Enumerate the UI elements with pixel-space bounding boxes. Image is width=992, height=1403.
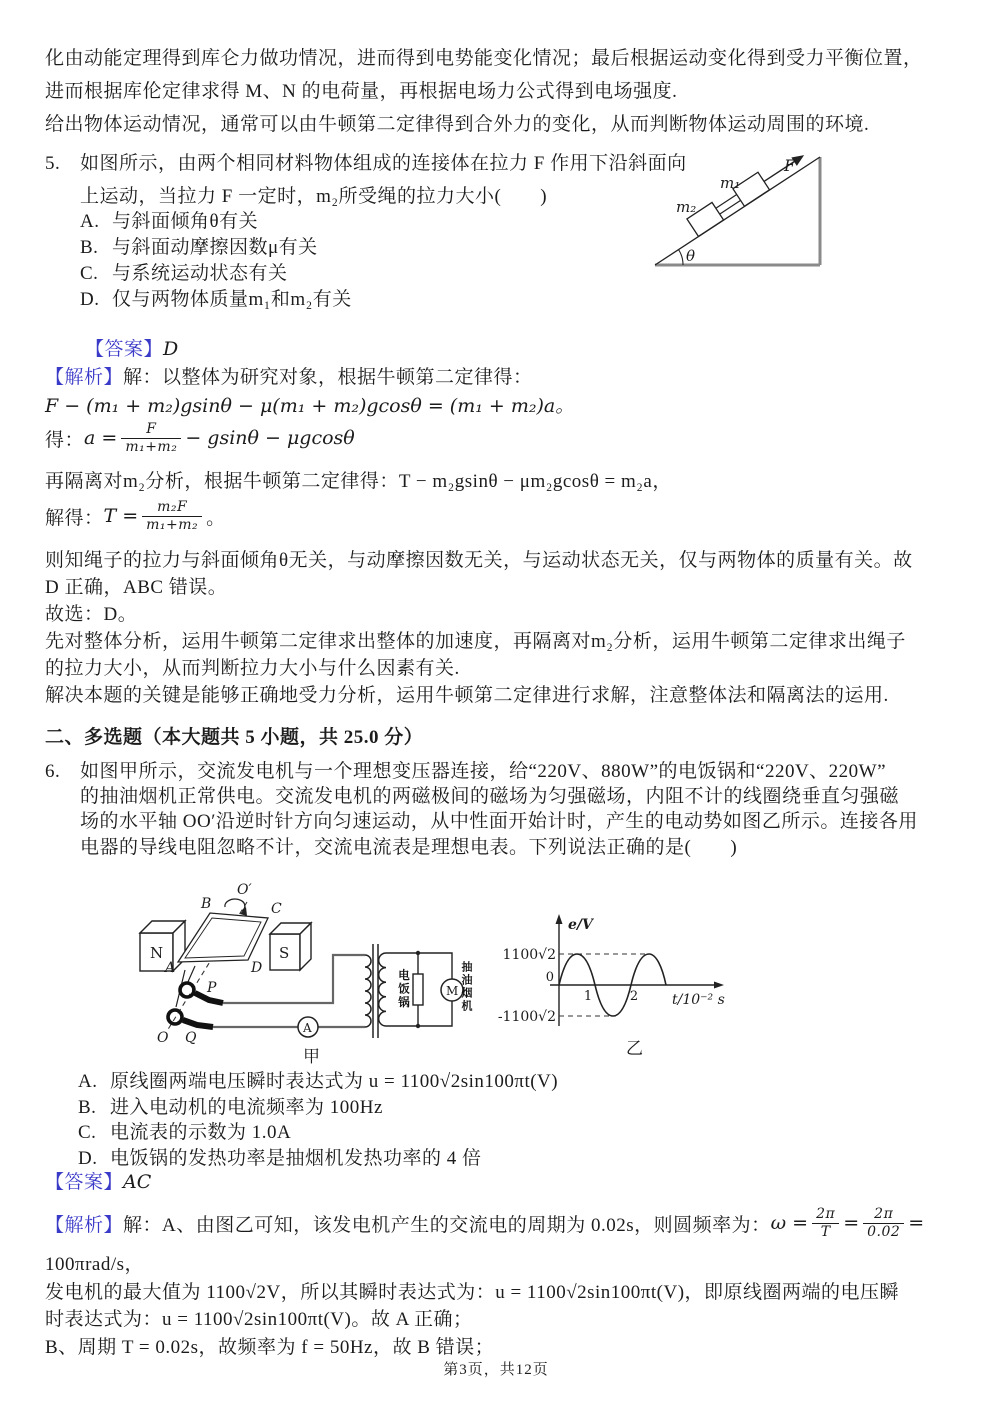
analysis-label: 【解析】 [45, 367, 124, 388]
y-axis-arrow [556, 914, 563, 924]
intro-line: 化由动能定理得到库仑力做功情况，进而得到电势能变化情况；最后根据运动变化得到受力平衡位置， [45, 48, 923, 69]
x-axis-label: t/10⁻² s [672, 992, 725, 1008]
section-title: 二、多选题（本大题共 5 小题，共 25.0 分） [45, 727, 424, 748]
q6-analysis-line: B、周期 T = 0.02s，故频率为 f = 50Hz，故 B 错误； [45, 1337, 495, 1358]
magnet-s [270, 923, 311, 970]
fraction: $\frac{2\pi}{T}$ [812, 1206, 839, 1239]
q5-conclusion-line: 解决本题的关键是能够正确地受力分析，运用牛顿第二定律进行求解，注意整体法和隔离法的运用. [45, 685, 889, 706]
caption-yi: 乙 [626, 1039, 643, 1059]
q5-conclusion-line: 则知绳子的拉力与斜面倾角θ无关，与动摩擦因数无关，与运动状态无关，仅与两物体的质量有关。故 [45, 550, 913, 571]
label-o-prime: O′ [237, 882, 252, 898]
q5-stem-line2: 上运动，当拉力 F 一定时，m₂所受绳的拉力大小( ) [80, 186, 548, 207]
q5-stem-line1: 如图所示，由两个相同材料物体组成的连接体在拉力 F 作用下沿斜面向 [80, 153, 687, 174]
label-theta: θ [686, 247, 696, 265]
intro-line: 给出物体运动情况，通常可以由牛顿第二定律得到合外力的变化，从而判断物体运动周围的环境. [45, 114, 870, 135]
q6-number: 6. [45, 761, 61, 782]
q5-option-b: B. 与斜面动摩擦因数μ有关 [80, 237, 318, 258]
analysis-label: 【解析】 [45, 1214, 124, 1236]
label-q: Q [185, 1030, 197, 1046]
q5-option-c: C. 与系统运动状态有关 [80, 263, 288, 284]
primary-coil [365, 955, 371, 1027]
ymax-label: 1100√2 [502, 947, 556, 963]
label-d: D [251, 960, 263, 976]
emf-graph-figure [490, 880, 810, 1060]
q6-option-b: B. 进入电动机的电流频率为 100Hz [78, 1097, 383, 1118]
q5-answer: D [163, 338, 179, 360]
q6-analysis-line: 100πrad/s， [45, 1254, 145, 1275]
intro-line: 进而根据库伦定律求得 M、N 的电荷量，再根据电场力公式得到电场强度. [45, 81, 678, 102]
q5-conclusion-line: 的拉力大小，从而判断拉力大小与什么因素有关. [45, 658, 460, 679]
page-footer: 第3页，共12页 [443, 1362, 549, 1378]
q5-formula2: 得： a = $\frac{F}{\text{m₁+m₂}}$ − gsinθ − μgcosθ [45, 421, 355, 455]
label-a: A [165, 960, 176, 976]
origin-label: 0 [545, 970, 554, 985]
q5-analysis-line1: 【解析】解：以整体为研究对象，根据牛顿第二定律得： [45, 367, 533, 388]
ymin-label: -1100√2 [497, 1009, 556, 1025]
brush-q [183, 1020, 213, 1027]
q6-stem-line: 如图甲所示，交流发电机与一个理想变压器连接，给“220V、880W”的电饭锅和“220V、220W” [80, 761, 887, 782]
cooker-label: 电饭锅 [397, 969, 409, 1010]
ammeter-label: A [303, 1021, 312, 1035]
q6-analysis-line1: 【解析】 解：A、由图乙可知，该发电机产生的交流电的周期为 0.02s，则圆频率为： ω = $\frac{2\pi}{T}$ = $\frac{2\pi}{0.02}$ = [45, 1206, 925, 1240]
hood-label: 抽油烟机 [460, 961, 472, 1013]
cooker-resistor [413, 974, 423, 1005]
generator-figure [125, 876, 490, 1068]
q6-analysis-line: 发电机的最大值为 1100√2V，所以其瞬时表达式为：u = 1100√2sin100πt(V)，即原线圈两端的电压瞬 [45, 1282, 900, 1303]
q6-stem-line: 电器的导线电阻忽略不计，交流电流表是理想电表。下列说法正确的是( ) [80, 837, 738, 858]
label-m2: m₂ [676, 198, 697, 216]
q5-conclusion-line: D 正确，ABC 错误。 [45, 577, 228, 598]
q6-answer: AC [123, 1171, 152, 1193]
label-s-pole: S [279, 944, 290, 962]
q6-option-a: A. 原线圈两端电压瞬时表达式为 u = 1100√2sin100πt(V) [78, 1071, 559, 1092]
motor-label: M [446, 984, 459, 998]
q5-option-d: D. 仅与两物体质量m₁和m₂有关 [80, 289, 352, 310]
fraction: $\frac{2\pi}{0.02}$ [863, 1206, 904, 1239]
secondary-coil [379, 953, 386, 1026]
q5-option-a: A. 与斜面倾角θ有关 [80, 211, 259, 232]
q5-answer-line [85, 337, 178, 362]
label-F: F [784, 156, 796, 175]
rope [716, 195, 737, 209]
junction-dot [416, 1024, 420, 1028]
q5-isolate-line: 再隔离对m₂分析，根据牛顿第二定律得：T − m₂gsinθ − μm₂gcosθ = m₂a， [45, 471, 672, 492]
theta-arc [679, 250, 684, 266]
q6-stem-line: 的抽油烟机正常供电。交流发电机的两磁极间的磁场为匀强磁场，内阻不计的线圈绕垂直匀强磁 [80, 786, 900, 807]
q6-analysis-line: 时表达式为：u = 1100√2sin100πt(V)。故 A 正确； [45, 1309, 473, 1330]
caption-jia: 甲 [303, 1047, 320, 1067]
q5-formula3: 解得： T = $\frac{\text{m₂F}}{\text{m₁+m₂}}$ 。 [45, 499, 226, 533]
slip-ring-q [168, 1010, 182, 1024]
rope [720, 200, 741, 214]
y-axis-label: e/V [568, 917, 593, 933]
q5-conclusion-line: 故选：D。 [45, 604, 138, 625]
x-axis-arrow [714, 982, 724, 989]
label-p: P [207, 980, 217, 996]
q5-number: 5. [45, 153, 61, 174]
label-m1: m₁ [720, 174, 741, 192]
label-o: O [157, 1030, 169, 1046]
fraction: $\frac{\text{m₂F}}{\text{m₁+m₂}}$ [142, 499, 202, 532]
junction-dot [416, 951, 420, 955]
magnet-n [140, 921, 185, 971]
tick-1: 1 [583, 989, 593, 1004]
incline-figure [648, 148, 828, 276]
q5-formula1: F − (m₁ + m₂)gsinθ − μ(m₁ + m₂)gcosθ = (m₁ + m₂)a。 [45, 395, 575, 417]
rotation-arrow [225, 899, 245, 911]
answer-label: 【答案】 [85, 339, 164, 360]
q6-answer-line [45, 1170, 151, 1195]
tick-2: 2 [629, 989, 639, 1004]
q6-stem-line: 场的水平轴 OO′沿逆时针方向匀速运动，从中性面开始计时，产生的电动势如图乙所示。连接各用 [80, 811, 918, 832]
q6-option-d: D. 电饭锅的发热功率是抽烟机发热功率的 4 倍 [78, 1148, 482, 1169]
fraction: $\frac{F}{\text{m₁+m₂}}$ [121, 421, 181, 454]
label-c: C [271, 901, 282, 917]
label-b: B [201, 896, 212, 912]
q6-option-c: C. 电流表的示数为 1.0A [78, 1122, 292, 1143]
q5-conclusion-line: 先对整体分析，运用牛顿第二定律求出整体的加速度，再隔离对m₂分析，运用牛顿第二定律求出绳子 [45, 631, 906, 652]
label-n-pole: N [150, 944, 164, 962]
answer-label: 【答案】 [45, 1172, 124, 1193]
